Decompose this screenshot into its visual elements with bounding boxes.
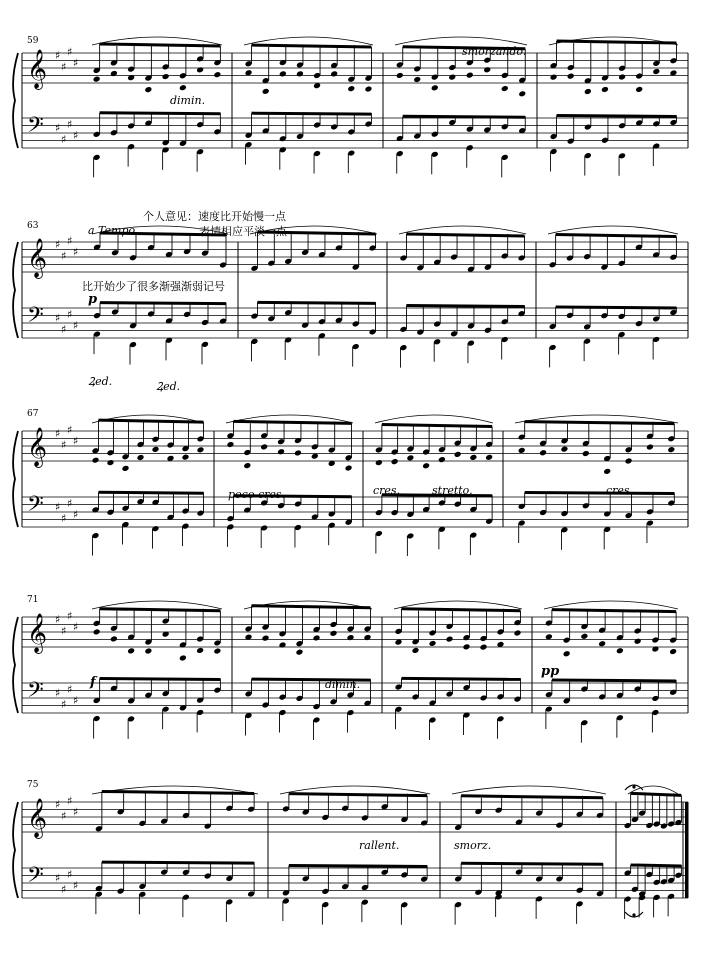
beam xyxy=(233,421,351,423)
beam xyxy=(252,45,372,47)
note-head xyxy=(330,70,338,77)
key-sharp: ♯ xyxy=(67,307,73,321)
note-head xyxy=(651,646,659,653)
note-head xyxy=(448,74,456,81)
note-head xyxy=(260,443,268,450)
brace xyxy=(13,53,18,148)
note-head xyxy=(330,630,338,637)
note-head xyxy=(582,450,590,457)
key-sharp: ♯ xyxy=(67,45,73,59)
beam xyxy=(100,113,221,114)
key-sharp: ♯ xyxy=(61,624,67,638)
note-head xyxy=(152,446,160,453)
key-sharp: ♯ xyxy=(61,249,67,263)
note-head xyxy=(463,643,471,650)
note-head xyxy=(196,647,204,654)
key-sharp: ♯ xyxy=(67,682,73,696)
beam xyxy=(382,425,492,427)
key-sharp: ♯ xyxy=(73,245,79,259)
slur xyxy=(375,415,493,423)
treble-clef: 𝄞 xyxy=(27,238,48,278)
key-sharp: ♯ xyxy=(55,686,61,700)
note-head xyxy=(364,634,372,641)
beam xyxy=(552,680,676,681)
beam xyxy=(102,862,254,863)
note-head xyxy=(313,634,321,641)
note-head xyxy=(454,451,462,458)
note-head xyxy=(646,444,654,451)
marking-cres-2: cres. xyxy=(606,484,634,497)
note-head xyxy=(375,459,383,466)
bass-clef: 𝄢 xyxy=(27,492,44,522)
note-head xyxy=(213,648,221,655)
note-head xyxy=(347,634,355,641)
treble-clef: 𝄞 xyxy=(27,798,48,838)
key-sharp: ♯ xyxy=(67,423,73,437)
key-sharp: ♯ xyxy=(61,882,67,896)
brace xyxy=(13,242,18,338)
beam xyxy=(406,306,524,307)
key-sharp: ♯ xyxy=(61,438,67,452)
beam xyxy=(556,235,677,237)
note-head xyxy=(197,446,205,453)
beam xyxy=(102,791,254,793)
measure-number-59: 59 xyxy=(27,36,39,46)
note-head xyxy=(580,633,588,640)
beam xyxy=(100,303,226,304)
note-head xyxy=(539,449,547,456)
note-head xyxy=(243,462,251,469)
note-head xyxy=(616,647,624,654)
beam xyxy=(557,41,677,43)
note-head xyxy=(122,465,130,472)
treble-clef: 𝄞 xyxy=(27,427,48,467)
marking-a-tempo: a Tempo xyxy=(88,224,136,237)
slur xyxy=(395,37,527,45)
fermata-dot xyxy=(632,785,635,788)
bass-clef: 𝄢 xyxy=(27,863,44,893)
key-sharp: ♯ xyxy=(61,132,67,146)
note-head xyxy=(277,448,285,455)
note-head xyxy=(518,90,526,97)
note-head xyxy=(446,636,454,643)
note-head xyxy=(144,648,152,655)
beam xyxy=(402,609,521,611)
system-1 xyxy=(13,37,688,177)
annotation-expression: 表情相应平淡一点 xyxy=(199,225,287,238)
key-sharp: ♯ xyxy=(73,805,79,819)
note-head xyxy=(469,454,477,461)
note-head xyxy=(364,86,372,93)
key-sharp: ♯ xyxy=(61,697,67,711)
note-head xyxy=(110,635,118,642)
beam xyxy=(461,863,603,864)
beam xyxy=(461,796,603,798)
marking-dimin: dimin. xyxy=(170,94,206,107)
note-head xyxy=(345,465,353,472)
note-head xyxy=(598,640,606,647)
beam xyxy=(403,116,526,117)
measure-number-75: 75 xyxy=(27,780,39,790)
note-head xyxy=(480,644,488,651)
note-head xyxy=(563,650,571,657)
note-head xyxy=(93,628,101,635)
key-sharp: ♯ xyxy=(55,500,61,514)
measure-number-63: 63 xyxy=(27,221,39,231)
pedal-mark-2: Ꝝed. xyxy=(156,380,181,393)
marking-piano: p xyxy=(88,292,98,307)
marking-smorzando: smorzando. xyxy=(462,45,527,58)
note-head xyxy=(429,640,437,647)
key-sharp: ♯ xyxy=(67,234,73,248)
marking-pianissimo: pp xyxy=(541,664,560,679)
marking-rallent: rallent. xyxy=(359,839,400,852)
key-sharp: ♯ xyxy=(61,322,67,336)
beam xyxy=(557,115,677,116)
note-head xyxy=(406,454,414,461)
note-head xyxy=(127,647,135,654)
beam xyxy=(99,420,204,422)
note-head xyxy=(162,73,170,80)
note-head xyxy=(413,76,421,83)
system-4 xyxy=(13,601,688,743)
measure-number-71: 71 xyxy=(27,595,39,605)
slur xyxy=(544,601,678,609)
brace xyxy=(13,431,18,527)
note-head xyxy=(279,70,287,77)
beam xyxy=(99,492,204,493)
note-head xyxy=(179,654,187,661)
note-head xyxy=(652,68,660,75)
note-head xyxy=(196,66,204,73)
note-head xyxy=(625,458,633,465)
beam xyxy=(631,865,682,866)
brace xyxy=(13,617,18,713)
beam xyxy=(631,793,682,795)
note-head xyxy=(485,454,493,461)
key-sharp: ♯ xyxy=(55,49,61,62)
beam xyxy=(257,302,375,303)
note-head xyxy=(144,86,152,93)
key-sharp: ♯ xyxy=(55,613,61,626)
note-head xyxy=(262,635,270,642)
note-head xyxy=(137,454,145,461)
brace xyxy=(13,802,18,898)
key-sharp: ♯ xyxy=(67,496,73,510)
slur xyxy=(548,226,678,234)
key-sharp: ♯ xyxy=(67,609,73,623)
key-sharp: ♯ xyxy=(67,867,73,881)
note-head xyxy=(294,449,302,456)
treble-clef: 𝄞 xyxy=(27,613,48,653)
final-barline-thick xyxy=(685,802,689,898)
note-head xyxy=(501,85,509,92)
beam xyxy=(552,610,676,612)
note-head xyxy=(182,454,190,461)
note-head xyxy=(93,76,101,83)
key-sharp: ♯ xyxy=(73,129,79,142)
bass-clef: 𝄢 xyxy=(27,303,44,333)
slur xyxy=(452,786,606,794)
beam xyxy=(406,234,524,236)
key-sharp: ♯ xyxy=(73,319,79,332)
beam xyxy=(556,307,677,308)
note-head xyxy=(560,446,568,453)
key-sharp: ♯ xyxy=(67,794,73,808)
key-sharp: ♯ xyxy=(55,871,61,885)
key-sharp: ♯ xyxy=(61,60,67,74)
beam xyxy=(252,113,372,114)
key-sharp: ♯ xyxy=(73,694,79,707)
note-head xyxy=(438,456,446,463)
marking-stretto: stretto. xyxy=(432,484,473,497)
marking-cres: cres. xyxy=(373,484,401,497)
annotation-dynamics: 比开始少了很多渐强渐弱记号 xyxy=(82,280,225,293)
note-head xyxy=(391,458,399,465)
key-sharp: ♯ xyxy=(73,879,79,892)
key-sharp: ♯ xyxy=(55,798,61,811)
note-head xyxy=(634,638,642,645)
beam xyxy=(402,678,521,679)
note-head xyxy=(550,74,558,81)
note-head xyxy=(518,447,526,454)
note-head xyxy=(567,73,575,80)
beam xyxy=(252,606,371,608)
key-sharp: ♯ xyxy=(55,238,61,251)
note-head xyxy=(110,70,118,77)
key-sharp: ♯ xyxy=(61,511,67,525)
bass-clef: 𝄢 xyxy=(27,678,44,708)
bass-clef: 𝄢 xyxy=(27,113,44,143)
measure-number-67: 67 xyxy=(27,409,39,419)
key-sharp: ♯ xyxy=(73,508,79,521)
beam xyxy=(289,865,427,866)
note-head xyxy=(412,647,420,654)
note-head xyxy=(514,630,522,637)
system-2 xyxy=(13,226,688,368)
note-head xyxy=(396,72,404,79)
key-sharp: ♯ xyxy=(55,427,61,440)
key-sharp: ♯ xyxy=(55,311,61,325)
beam xyxy=(100,679,221,680)
note-head xyxy=(584,88,592,95)
beam xyxy=(525,422,675,424)
note-head xyxy=(179,84,187,91)
note-head xyxy=(618,74,626,81)
note-head xyxy=(601,86,609,93)
key-sharp: ♯ xyxy=(61,809,67,823)
note-head xyxy=(667,446,675,453)
note-head xyxy=(466,72,474,79)
beam xyxy=(525,493,675,494)
key-sharp: ♯ xyxy=(73,56,79,70)
note-head xyxy=(603,468,611,475)
marking-forte: f xyxy=(90,675,96,690)
marking-smorz: smorz. xyxy=(454,839,492,852)
note-head xyxy=(422,462,430,469)
note-head xyxy=(635,86,643,93)
note-head xyxy=(296,649,304,656)
marking-poco-cres: poco cres. xyxy=(228,488,286,501)
note-head xyxy=(483,66,491,73)
marking-dimin-2: dimin. xyxy=(325,678,361,691)
annotation-tempo: 个人意见：速度比开始慢一点 xyxy=(143,210,286,223)
beam xyxy=(100,609,221,611)
key-sharp: ♯ xyxy=(67,117,73,131)
fermata-dot xyxy=(632,913,635,916)
note-head xyxy=(107,459,115,466)
note-head xyxy=(92,457,100,464)
note-head xyxy=(296,70,304,77)
beam xyxy=(100,44,221,46)
key-sharp: ♯ xyxy=(55,121,61,135)
pedal-mark-1: Ꝝed. xyxy=(88,375,113,388)
note-head xyxy=(213,71,221,78)
system-3 xyxy=(13,415,688,556)
note-head xyxy=(226,441,234,448)
key-sharp: ♯ xyxy=(73,620,79,634)
key-sharp: ♯ xyxy=(73,434,79,448)
note-head xyxy=(431,84,439,91)
system-5 xyxy=(13,786,688,925)
treble-clef: 𝄞 xyxy=(27,49,48,89)
note-head xyxy=(347,85,355,92)
beam xyxy=(289,794,427,796)
note-head xyxy=(669,648,677,655)
note-head xyxy=(262,88,270,95)
